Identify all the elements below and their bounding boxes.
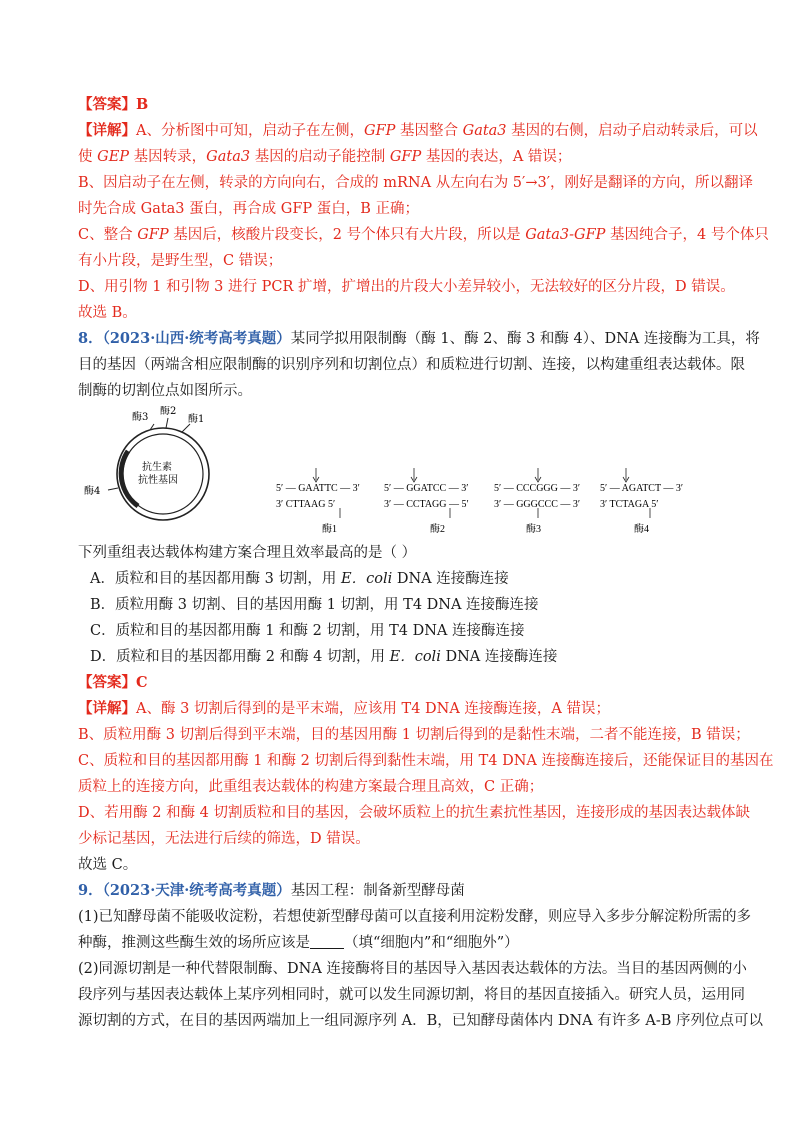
plasmid-label-enzyme3: 酶3 (132, 412, 149, 423)
svg-text:5′ — GAATTC — 3′: 5′ — GAATTC — 3′ (276, 483, 360, 494)
plasmid-label-enzyme4: 酶4 (84, 486, 101, 497)
q8-number: 8． (78, 330, 103, 347)
enzyme4-label: 酶4 (634, 524, 649, 535)
enzyme2-sequence (384, 468, 469, 535)
q9-source: （2023·天津·统考高考真题） (102, 882, 291, 899)
q8-conclusion: 故选 C。 (78, 857, 138, 873)
gene-label-line2: 抗性基因 (138, 475, 178, 486)
cut-site-1-mark (182, 424, 190, 432)
document-page (78, 92, 774, 1034)
enzyme3-sequence (494, 468, 580, 535)
q9-stem: 9．（2023·天津·统考高考真题）基因工程：制备新型酵母菌 (78, 882, 465, 899)
q9-part1-cont: 种酶，推测这些酶生效的场所应该是 （填“细胞内”和“细胞外”） (78, 935, 519, 951)
q9-part2-cont: 段序列与基因表达载体上某序列相同时，就可以发生同源切割，将目的基因直接插入。研究人员，运用同 (78, 987, 745, 1003)
restriction-enzyme-figure (78, 406, 728, 536)
cut-site-2-mark (166, 418, 168, 428)
plasmid-label-enzyme1: 酶1 (188, 414, 205, 425)
q8-detail-d: D、若用酶 2 和酶 4 切割质粒和目的基因，会破坏质粒上的抗生素抗性基因，连接形成的基因表达载体缺 (78, 805, 751, 821)
q7-conclusion: 故选 B。 (78, 305, 137, 321)
svg-text:5′ — GGATCC — 3′: 5′ — GGATCC — 3′ (384, 483, 469, 494)
q9-part1: (1)已知酵母菌不能吸收淀粉，若想使新型酵母菌可以直接利用淀粉发酵，则应导入多步分解淀粉所需的多 (78, 909, 752, 925)
q8-detail-label: 【详解】 (78, 700, 136, 717)
svg-text:3′ CTTAAG 5′: 3′ CTTAAG 5′ (276, 499, 336, 510)
q8-detail-a: 【详解】A、酶 3 切割后得到的是平末端，应该用 T4 DNA 连接酶连接，A 错误； (78, 700, 611, 717)
q8-detail-c: C、质粒和目的基因都用酶 1 和酶 2 切割后得到黏性末端，用 T4 DNA 连接酶连接后，还能保证目的基因在 (78, 753, 774, 769)
q9-part2-cont2: 源切割的方式，在目的基因两端加上一组同源序列 A．B，已知酵母菌体内 DNA 有许多 A-B 序列位点可以 (78, 1013, 763, 1029)
q7-detail-b: B、因启动子在左侧，转录的方向向右，合成的 mRNA 从左向右为 5′→3′，刚好是翻译的方向，所以翻译 (78, 175, 753, 191)
answer-blank[interactable] (310, 934, 344, 949)
q7-detail-d: D、用引物 1 和引物 3 进行 PCR 扩增，扩增出的片段大小差异较小，无法较好的区分片段，D 错误。 (78, 279, 735, 295)
enzyme2-label: 酶2 (430, 524, 445, 535)
enzyme-sequences (276, 468, 683, 535)
svg-text:5′ — AGATCT — 3′: 5′ — AGATCT — 3′ (600, 483, 684, 494)
plasmid-label-enzyme2: 酶2 (160, 406, 177, 417)
q8-detail-d-cont: 少标记基因，无法进行后续的筛选，D 错误。 (78, 831, 370, 847)
plasmid-diagram (84, 406, 209, 520)
q8-option-d[interactable]: D．质粒和目的基因都用酶 2 和酶 4 切割，用 E．coli DNA 连接酶连接 (90, 649, 558, 665)
q9-number: 9． (78, 882, 103, 899)
cut-site-4-mark (108, 488, 118, 490)
q8-stem-cont: 目的基因（两端含相应限制酶的识别序列和切割位点）和质粒进行切割、连接，以构建重组表达载体。限 (78, 357, 745, 373)
svg-text:3′ — GGGCCC — 3′: 3′ — GGGCCC — 3′ (494, 499, 581, 510)
q8-detail-b: B、质粒用酶 3 切割后得到平末端，目的基因用酶 1 切割后得到的是黏性末端，二者不能连接，B 错误； (78, 727, 750, 743)
q7-detail-c: C、整合 GFP 基因后，核酸片段变长，2 号个体只有大片段，所以是 Gata3-GFP 基因纯合子，4 号个体只 (78, 227, 769, 243)
enzyme1-label: 酶1 (322, 524, 337, 535)
q8-question: 下列重组表达载体构建方案合理且效率最高的是（ ） (78, 545, 417, 561)
q7-detail-c-cont: 有小片段，是野生型，C 错误； (78, 253, 283, 269)
q8-option-c[interactable]: C．质粒和目的基因都用酶 1 和酶 2 切割，用 T4 DNA 连接酶连接 (90, 623, 525, 639)
svg-text:3′ TCTAGA 5′: 3′ TCTAGA 5′ (600, 499, 659, 510)
q7-detail-a: 【详解】A、分析图中可知，启动子在左侧，GFP 基因整合 Gata3 基因的右侧，启动子启动转录后，可以 (78, 122, 758, 139)
enzyme4-sequence (600, 468, 683, 535)
q8-source: （2023·山西·统考高考真题） (102, 330, 291, 347)
enzyme3-label: 酶3 (526, 524, 541, 535)
q7-answer: 【答案】B (78, 96, 149, 113)
q8-stem: 8．（2023·山西·统考高考真题）某同学拟用限制酶（酶 1、酶 2、酶 3 和酶 4）、DNA 连接酶为工具，将 (78, 330, 760, 347)
figure-svg (78, 406, 728, 536)
enzyme1-sequence (276, 468, 360, 535)
q7-detail-label: 【详解】 (78, 122, 136, 139)
q8-answer: 【答案】C (78, 674, 148, 691)
q7-detail-a-cont: 使 GEP 基因转录，Gata3 基因的启动子能控制 GFP 基因的表达，A 错误； (78, 149, 572, 165)
q7-detail-b-cont: 时先合成 Gata3 蛋白，再合成 GFP 蛋白，B 正确； (78, 201, 420, 217)
svg-text:5′ — CCCGGG — 3′: 5′ — CCCGGG — 3′ (494, 483, 581, 494)
q8-option-a[interactable]: A．质粒和目的基因都用酶 3 切割，用 E．coli DNA 连接酶连接 (90, 571, 509, 587)
q8-option-b[interactable]: B．质粒用酶 3 切割、目的基因用酶 1 切割，用 T4 DNA 连接酶连接 (90, 597, 539, 613)
gene-label-line1: 抗生素 (142, 462, 172, 473)
q8-stem-cont2: 制酶的切割位点如图所示。 (78, 383, 252, 399)
plasmid-outer-ring (117, 428, 209, 520)
q8-detail-c-cont: 质粒上的连接方向，此重组表达载体的构建方案最合理且高效，C 正确； (78, 779, 544, 795)
svg-text:3′ — CCTAGG — 5′: 3′ — CCTAGG — 5′ (384, 499, 469, 510)
q9-part2: (2)同源切割是一种代替限制酶、DNA 连接酶将目的基因导入基因表达载体的方法。当目的基因两侧的小 (78, 961, 747, 977)
